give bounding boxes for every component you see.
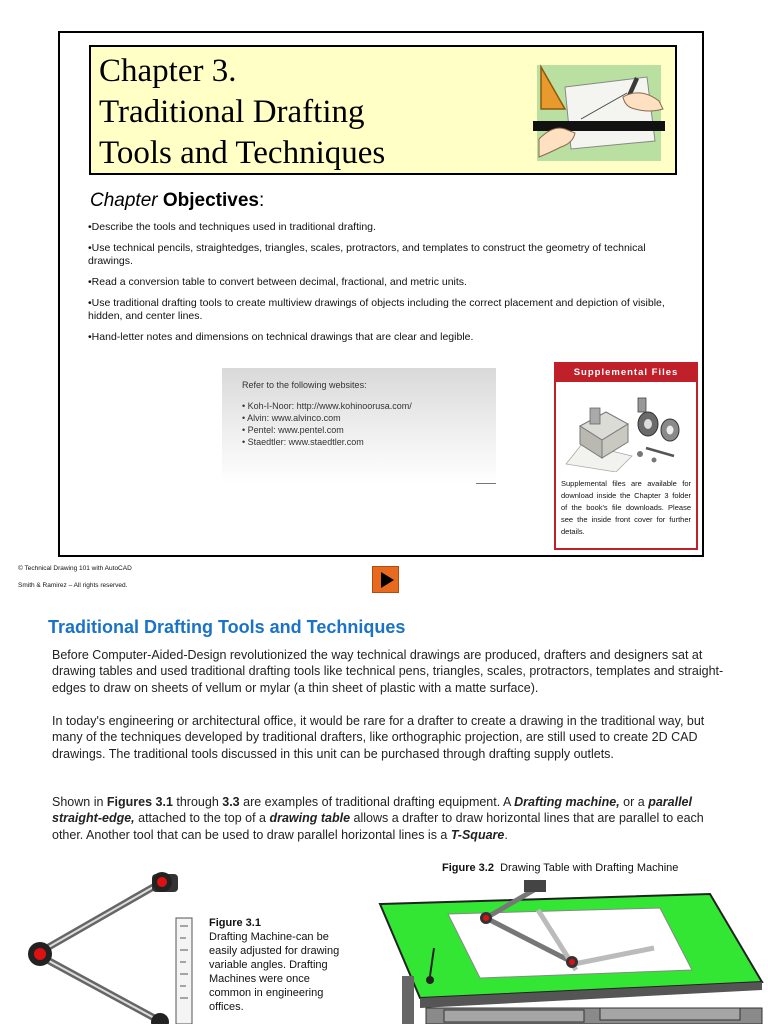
figure-title: Figure 3.1 xyxy=(209,917,261,929)
objectives-heading-italic: Chapter xyxy=(90,190,163,211)
paragraph xyxy=(52,794,732,843)
figure-description: Drafting Machine-can be easily adjusted for drawing variable angles. Drafting Machines were once common in engineering offices. xyxy=(209,931,340,1013)
website-link[interactable]: • Pentel: www.pentel.com xyxy=(242,425,344,435)
figure-title: Figure 3.2 xyxy=(442,862,494,874)
objectives-heading-colon: : xyxy=(258,190,265,211)
paragraph: In today's engineering or architectural office, it would be rare for a drafter to create a drawing in the traditional way, but many of the techniques developed by traditional drafters, like orthographic projection, are still used to create 2D CAD drawings. The traditional tools discussed in this unit can be purchased through drafting supply outlets. xyxy=(52,714,705,761)
section-title: Traditional Drafting Tools and Techniques xyxy=(48,617,406,637)
key-term: Drafting machine, xyxy=(514,795,620,809)
text-run: Shown in xyxy=(52,795,107,809)
website-link[interactable]: • Staedtler: www.staedtler.com xyxy=(242,437,364,447)
figure-3-1-caption xyxy=(209,916,349,1014)
figure-reference: 3.3 xyxy=(222,795,240,809)
text-run: attached to the top of a xyxy=(134,811,270,826)
websites-heading: Refer to the following websites: xyxy=(242,380,367,390)
objective-item: •Use technical pencils, straightedges, triangles, scales, protractors, and templates to construct the geometry of technical drawings. xyxy=(88,242,646,267)
objective-item: •Read a conversion table to convert between decimal, fractional, and metric units. xyxy=(88,276,467,288)
figure-description: Drawing Table with Drafting Machine xyxy=(500,862,679,874)
text-run: are examples of traditional drafting equipment. A xyxy=(239,795,515,809)
objective-item: •Describe the tools and techniques used in traditional drafting. xyxy=(88,221,376,233)
divider xyxy=(476,483,496,484)
figure-reference: Figures 3.1 xyxy=(106,795,173,809)
supplemental-files-text: Supplemental files are available for download inside the Chapter 3 folder of the book's file downloads. Please see the inside front cover for further details. xyxy=(561,479,691,536)
key-term: T-Square xyxy=(450,827,505,842)
supplemental-files-heading: Supplemental Files xyxy=(556,364,696,382)
drafting-hands-illustration xyxy=(531,57,667,165)
text-run: through xyxy=(172,795,223,809)
chapter-title xyxy=(99,51,385,174)
objectives-heading xyxy=(90,190,264,212)
paragraph: Before Computer-Aided-Design revolutionized the way technical drawings are produced, drafters and designers sat at drawing tables and used traditional drafting tools like technical pens, triangles, scales, protractors, templates and straight-edges to draw on sheets of vellum or mylar (a thin sheet of plastic with a matte surface). xyxy=(52,648,724,695)
copyright-line: Smith & Ramirez – All rights reserved. xyxy=(18,582,128,589)
drafting-machine-illustration xyxy=(24,866,208,1024)
title-line: Chapter 3. xyxy=(99,53,237,89)
key-term: drawing table xyxy=(269,811,351,826)
website-link[interactable]: • Koh-I-Noor: http://www.kohinoorusa.com/ xyxy=(242,401,412,411)
websites-box xyxy=(222,368,496,484)
key-term: parallel straight-edge, xyxy=(52,795,692,826)
text-run: or a xyxy=(619,795,649,809)
title-line: Tools and Techniques xyxy=(99,135,386,171)
copyright-notice xyxy=(18,560,132,594)
next-slide-button[interactable] xyxy=(372,566,399,593)
title-box xyxy=(89,45,677,175)
text-run: . xyxy=(504,827,508,842)
objectives-heading-bold: Objectives xyxy=(162,190,259,211)
chapter-slide xyxy=(58,31,704,557)
website-link[interactable]: • Alvin: www.alvinco.com xyxy=(242,413,341,423)
play-arrow-icon xyxy=(381,572,394,588)
objective-item: •Hand-letter notes and dimensions on technical drawings that are clear and legible. xyxy=(88,331,474,343)
text-run: allows a drafter to draw horizontal lines that are parallel to each other. Another tool that can be used to draw parallel horizontal lines is a xyxy=(52,811,704,842)
drawing-table-illustration xyxy=(374,878,766,1024)
objectives-list xyxy=(88,221,678,352)
copyright-line: © Technical Drawing 101 with AutoCAD xyxy=(18,565,132,572)
cad-parts-illustration xyxy=(562,386,692,472)
objective-item: •Use traditional drafting tools to create multiview drawings of objects including the correct placement and depiction of visible, hidden, and center lines. xyxy=(88,297,665,322)
title-line: Traditional Drafting xyxy=(99,94,365,130)
supplemental-files-box xyxy=(554,362,698,550)
figure-3-2-caption xyxy=(442,862,678,874)
